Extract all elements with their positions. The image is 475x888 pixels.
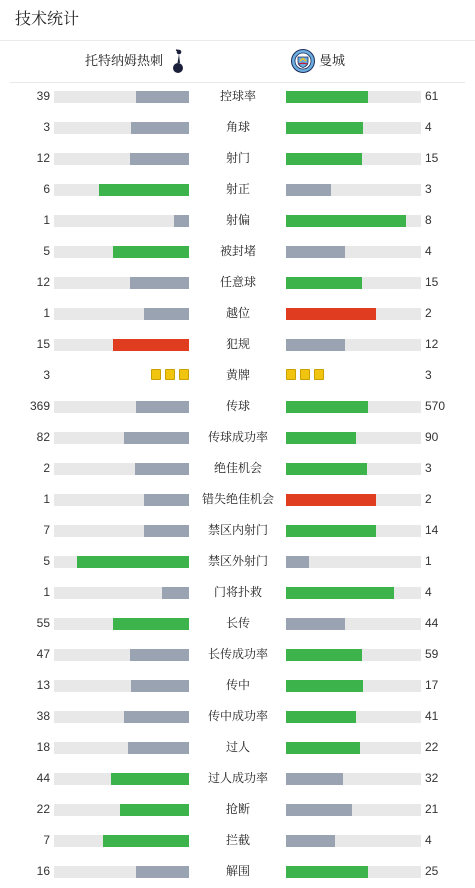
away-stat-value: 44 xyxy=(425,616,439,630)
away-stat-value: 3 xyxy=(425,182,432,196)
home-stat-bar xyxy=(54,277,189,289)
home-stat-bar xyxy=(54,401,189,413)
page-title: 技术统计 xyxy=(15,11,80,28)
yellow-card-icon xyxy=(314,369,324,380)
home-stat-bar xyxy=(54,866,189,878)
home-stat-bar xyxy=(54,525,189,537)
home-yellow-cards xyxy=(151,369,189,380)
home-stat-bar xyxy=(54,308,189,320)
home-stat-bar xyxy=(54,494,189,506)
home-stat-bar xyxy=(54,556,189,568)
home-stat-bar-fill xyxy=(111,773,189,785)
home-stat-bar xyxy=(54,835,189,847)
away-stat-bar-fill xyxy=(286,91,368,103)
home-stat-bar xyxy=(54,91,189,103)
home-stat-bar xyxy=(54,184,189,196)
stat-row xyxy=(0,298,475,329)
away-stat-value: 15 xyxy=(425,151,439,165)
away-stat-bar-fill xyxy=(286,742,360,754)
stat-label: 被封堵 xyxy=(219,244,256,258)
home-stat-bar-fill xyxy=(136,866,189,878)
home-stat-value: 44 xyxy=(36,771,50,785)
away-stat-bar xyxy=(286,587,421,599)
home-stat-bar xyxy=(54,122,189,134)
away-stat-bar-fill xyxy=(286,153,362,165)
away-stat-bar xyxy=(286,215,421,227)
away-stat-value: 15 xyxy=(425,275,439,289)
home-stat-bar xyxy=(54,463,189,475)
home-stat-bar-fill xyxy=(99,184,189,196)
away-stat-bar xyxy=(286,835,421,847)
stat-label: 任意球 xyxy=(219,275,256,289)
away-stat-bar xyxy=(286,432,421,444)
stat-label: 绝佳机会 xyxy=(213,461,262,475)
home-stat-bar-fill xyxy=(130,277,189,289)
stat-label: 过人 xyxy=(225,740,250,754)
away-stat-value: 2 xyxy=(425,492,432,506)
away-team[interactable] xyxy=(291,46,345,76)
yellow-card-icon xyxy=(151,369,161,380)
away-stat-bar xyxy=(286,649,421,661)
away-stat-value: 14 xyxy=(425,523,439,537)
home-stat-bar-fill xyxy=(136,91,189,103)
away-stat-value: 570 xyxy=(425,399,446,413)
away-stat-bar xyxy=(286,308,421,320)
stat-row xyxy=(0,422,475,453)
home-stat-value: 18 xyxy=(36,740,50,754)
away-stat-bar xyxy=(286,525,421,537)
away-stat-value: 41 xyxy=(425,709,439,723)
stat-row xyxy=(0,484,475,515)
home-stat-bar-fill xyxy=(77,556,189,568)
away-stat-bar-fill xyxy=(286,494,376,506)
home-stat-bar xyxy=(54,804,189,816)
stat-row xyxy=(0,81,475,112)
stat-label: 控球率 xyxy=(219,89,256,103)
home-stat-value: 3 xyxy=(43,120,50,134)
away-stat-bar-fill xyxy=(286,680,363,692)
stat-label: 门将扑救 xyxy=(213,585,262,599)
stat-row xyxy=(0,670,475,701)
stat-label: 解围 xyxy=(225,864,250,878)
home-stat-value: 7 xyxy=(43,523,50,537)
stat-row xyxy=(0,174,475,205)
home-stat-bar-fill xyxy=(144,525,189,537)
yellow-card-icon xyxy=(300,369,310,380)
home-stat-bar-fill xyxy=(131,122,189,134)
away-stat-bar xyxy=(286,122,421,134)
home-stat-value: 38 xyxy=(36,709,50,723)
away-stat-bar xyxy=(286,277,421,289)
yellow-card-icon xyxy=(165,369,175,380)
away-stat-value: 4 xyxy=(425,244,432,258)
away-stat-bar-fill xyxy=(286,339,345,351)
home-stat-value: 12 xyxy=(36,275,50,289)
home-stat-bar-fill xyxy=(144,308,189,320)
home-stat-value: 5 xyxy=(43,554,50,568)
stat-row xyxy=(0,236,475,267)
stat-row xyxy=(0,391,475,422)
away-stat-bar xyxy=(286,680,421,692)
stat-label: 过人成功率 xyxy=(207,771,268,785)
away-stat-value: 4 xyxy=(425,585,432,599)
away-stat-bar-fill xyxy=(286,122,363,134)
home-stat-bar-fill xyxy=(162,587,189,599)
stat-label: 禁区外射门 xyxy=(207,554,268,568)
home-stat-bar-fill xyxy=(174,215,189,227)
away-stat-bar xyxy=(286,618,421,630)
away-stat-value: 4 xyxy=(425,120,432,134)
home-stat-value: 3 xyxy=(43,368,50,382)
stat-label: 角球 xyxy=(225,120,250,134)
stat-label: 射偏 xyxy=(225,213,250,227)
away-stat-bar-fill xyxy=(286,184,331,196)
away-stat-value: 25 xyxy=(425,864,439,878)
stat-label: 黄牌 xyxy=(225,368,250,382)
man-city-crest-icon xyxy=(291,49,315,73)
home-stat-bar xyxy=(54,432,189,444)
away-stat-value: 2 xyxy=(425,306,432,320)
stat-row xyxy=(0,515,475,546)
home-stat-value: 16 xyxy=(36,864,50,878)
stat-label: 传球 xyxy=(225,399,250,413)
away-stat-bar-fill xyxy=(286,215,406,227)
away-stat-bar xyxy=(286,804,421,816)
home-stat-bar-fill xyxy=(131,680,189,692)
home-stat-bar-fill xyxy=(124,711,189,723)
home-stat-bar xyxy=(54,153,189,165)
home-team-name: 托特纳姆热刺 xyxy=(84,53,163,68)
home-stat-value: 39 xyxy=(36,89,50,103)
away-stat-bar-fill xyxy=(286,711,356,723)
away-stat-bar-fill xyxy=(286,308,376,320)
away-stat-bar-fill xyxy=(286,804,352,816)
away-stat-bar xyxy=(286,153,421,165)
stat-row xyxy=(0,143,475,174)
away-stat-value: 3 xyxy=(425,461,432,475)
away-stat-value: 8 xyxy=(425,213,432,227)
away-stat-bar-fill xyxy=(286,432,356,444)
home-stat-bar-fill xyxy=(128,742,189,754)
away-stat-bar xyxy=(286,711,421,723)
stat-label: 错失绝佳机会 xyxy=(201,492,274,506)
away-stat-value: 12 xyxy=(425,337,439,351)
stat-row xyxy=(0,360,475,391)
home-stat-bar-fill xyxy=(136,401,189,413)
away-stat-bar-fill xyxy=(286,618,345,630)
home-stat-bar-fill xyxy=(144,494,189,506)
stat-row xyxy=(0,701,475,732)
away-stat-value: 1 xyxy=(425,554,432,568)
home-stat-value: 2 xyxy=(43,461,50,475)
away-stat-value: 21 xyxy=(425,802,439,816)
home-stat-value: 1 xyxy=(43,213,50,227)
away-stat-bar-fill xyxy=(286,556,309,568)
home-stat-bar-fill xyxy=(135,463,189,475)
home-stat-bar xyxy=(54,246,189,258)
home-stat-bar xyxy=(54,618,189,630)
away-stat-bar-fill xyxy=(286,246,345,258)
away-stat-bar xyxy=(286,556,421,568)
away-stat-bar xyxy=(286,494,421,506)
stat-row xyxy=(0,267,475,298)
away-stat-value: 90 xyxy=(425,430,439,444)
home-stat-bar-fill xyxy=(130,153,189,165)
away-stat-bar-fill xyxy=(286,773,343,785)
away-stat-bar xyxy=(286,246,421,258)
home-stat-value: 1 xyxy=(43,585,50,599)
away-stat-value: 17 xyxy=(425,678,439,692)
home-stat-value: 369 xyxy=(29,399,50,413)
away-stat-bar xyxy=(286,866,421,878)
away-stat-value: 22 xyxy=(425,740,439,754)
away-stat-bar xyxy=(286,91,421,103)
stat-row xyxy=(0,639,475,670)
yellow-card-icon xyxy=(179,369,189,380)
home-stat-bar xyxy=(54,680,189,692)
stat-label: 抢断 xyxy=(225,802,250,816)
stat-row xyxy=(0,856,475,887)
stat-row xyxy=(0,546,475,577)
away-stat-value: 4 xyxy=(425,833,432,847)
home-stat-value: 12 xyxy=(36,151,50,165)
away-yellow-cards xyxy=(286,369,324,380)
away-stat-bar-fill xyxy=(286,277,362,289)
home-stat-value: 1 xyxy=(43,492,50,506)
away-stat-bar xyxy=(286,742,421,754)
away-stat-bar-fill xyxy=(286,401,368,413)
away-stat-bar-fill xyxy=(286,587,394,599)
home-stat-value: 82 xyxy=(36,430,50,444)
stat-label: 越位 xyxy=(225,306,250,320)
away-stat-bar xyxy=(286,184,421,196)
home-stat-value: 6 xyxy=(43,182,50,196)
stat-row xyxy=(0,825,475,856)
home-stat-value: 47 xyxy=(36,647,50,661)
home-stat-value: 13 xyxy=(36,678,50,692)
stat-row xyxy=(0,577,475,608)
stat-row xyxy=(0,453,475,484)
stat-row xyxy=(0,112,475,143)
away-stat-bar xyxy=(286,339,421,351)
away-stat-bar-fill xyxy=(286,835,335,847)
home-stat-value: 15 xyxy=(36,337,50,351)
away-stat-bar xyxy=(286,463,421,475)
home-stat-value: 1 xyxy=(43,306,50,320)
home-stat-value: 5 xyxy=(43,244,50,258)
stat-label: 长传成功率 xyxy=(207,647,268,661)
away-stat-value: 61 xyxy=(425,89,439,103)
away-stat-value: 32 xyxy=(425,771,439,785)
home-stat-bar-fill xyxy=(124,432,189,444)
spurs-crest-icon xyxy=(171,47,185,75)
away-stat-value: 59 xyxy=(425,647,439,661)
stat-row xyxy=(0,763,475,794)
away-team-name: 曼城 xyxy=(319,53,346,68)
yellow-card-icon xyxy=(286,369,296,380)
home-stat-value: 22 xyxy=(36,802,50,816)
home-stat-bar xyxy=(54,339,189,351)
home-stat-bar-fill xyxy=(113,246,189,258)
away-stat-bar xyxy=(286,773,421,785)
stat-label: 传球成功率 xyxy=(207,430,268,444)
away-stat-bar xyxy=(286,401,421,413)
away-stat-bar-fill xyxy=(286,463,367,475)
home-stat-bar xyxy=(54,742,189,754)
home-stat-bar-fill xyxy=(113,618,189,630)
stat-label: 射门 xyxy=(225,151,250,165)
home-stat-bar-fill xyxy=(103,835,189,847)
stat-label: 拦截 xyxy=(225,833,250,847)
home-stat-bar-fill xyxy=(113,339,189,351)
stat-row xyxy=(0,608,475,639)
home-stat-value: 55 xyxy=(36,616,50,630)
stat-label: 传中成功率 xyxy=(207,709,268,723)
stat-label: 射正 xyxy=(225,182,250,196)
home-stat-bar-fill xyxy=(130,649,189,661)
stat-label: 犯规 xyxy=(225,337,250,351)
home-stat-bar xyxy=(54,587,189,599)
header-divider xyxy=(0,40,475,41)
away-stat-value: 3 xyxy=(425,368,432,382)
home-stat-value: 7 xyxy=(43,833,50,847)
home-stat-bar-fill xyxy=(120,804,189,816)
home-team[interactable] xyxy=(85,46,185,76)
home-stat-bar xyxy=(54,215,189,227)
stat-label: 禁区内射门 xyxy=(207,523,268,537)
home-stat-bar xyxy=(54,649,189,661)
stat-row xyxy=(0,794,475,825)
stat-row xyxy=(0,329,475,360)
stat-label: 长传 xyxy=(225,616,250,630)
away-stat-bar-fill xyxy=(286,525,376,537)
stat-row xyxy=(0,205,475,236)
away-stat-bar-fill xyxy=(286,649,362,661)
away-stat-bar-fill xyxy=(286,866,368,878)
stat-label: 传中 xyxy=(225,678,250,692)
stat-row xyxy=(0,732,475,763)
home-stat-bar xyxy=(54,773,189,785)
stats-list xyxy=(0,81,475,887)
home-stat-bar xyxy=(54,711,189,723)
